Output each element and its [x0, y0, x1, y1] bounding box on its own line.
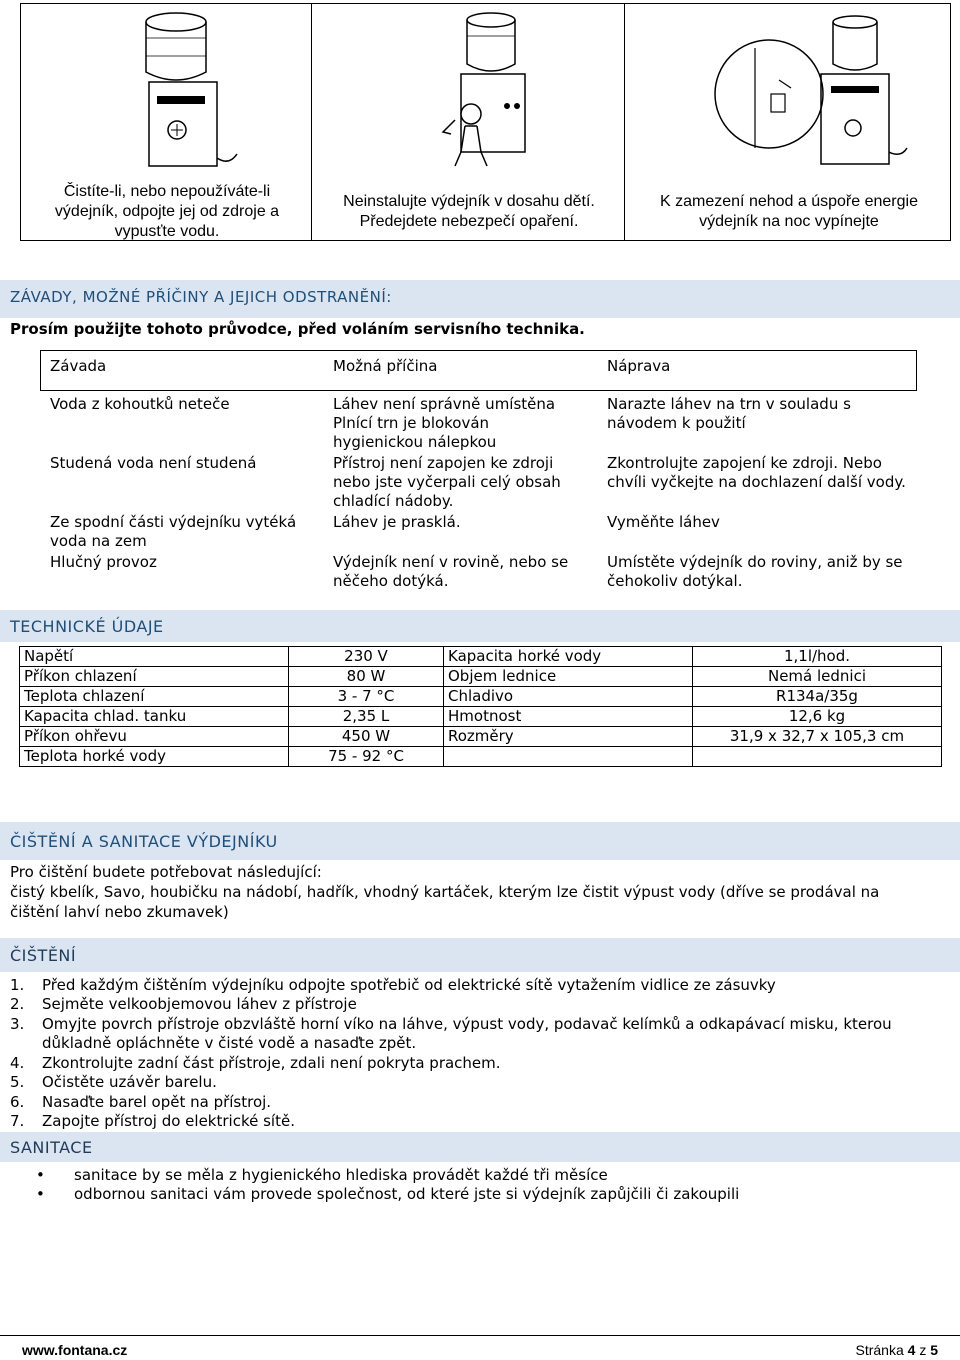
tech-value: 2,35 L [289, 707, 444, 727]
table-row [20, 667, 942, 687]
step-text: Nasaďte barel opět na přístroj. [42, 1093, 272, 1111]
cleaning-sub-bar [0, 938, 960, 972]
faults-header-bar [0, 280, 960, 318]
step-text: Před každým čištěním výdejníku odpojte spotřebič od elektrické sítě vytažením vidlice ze zásuvky [42, 976, 776, 994]
tech-label: Objem lednice [444, 667, 693, 687]
footer-page-total: 5 [930, 1342, 938, 1358]
faults-row-3-cause: Láhev je prasklá. [333, 513, 461, 531]
tech-value: 31,9 x 32,7 x 105,3 cm [693, 727, 942, 747]
faults-row-3-fix: Vyměňte láhev [607, 513, 720, 531]
faults-row-1-fault: Voda z kohoutků neteče [50, 395, 230, 413]
cleaning-sub-title: ČIŠTĚNÍ [10, 946, 77, 965]
step-num: 5. [10, 1073, 25, 1091]
caption-children: Neinstalujte výdejník v dosahu dětí. Předejdete nebezpečí opaření. [343, 193, 595, 230]
tech-header-bar [0, 610, 960, 642]
step-num: 3. [10, 1015, 25, 1033]
tech-label: Chladivo [444, 687, 693, 707]
tech-label: Hmotnost [444, 707, 693, 727]
step-num: 2. [10, 995, 25, 1013]
table-row [20, 687, 942, 707]
sanitation-title: SANITACE [10, 1138, 93, 1157]
sanitation-bullet: sanitace by se měla z hygienického hlediska provádět každé tři měsíce [74, 1166, 608, 1184]
tech-value: 3 - 7 °C [289, 687, 444, 707]
tech-table [19, 646, 942, 767]
faults-title: ZÁVADY, MOŽNÉ PŘÍČINY A JEJICH ODSTRANĚNÍ: [10, 288, 392, 306]
child-near-cooler-illustration [431, 8, 551, 170]
footer-page-current: 4 [907, 1342, 916, 1358]
step-num: 7. [10, 1112, 25, 1130]
faults-subtitle: Prosím použijte tohoto průvodce, před voláním servisního technika. [10, 320, 585, 338]
tech-label [444, 747, 693, 767]
tech-label: Kapacita horké vody [444, 647, 693, 667]
bullet-icon: • [36, 1185, 45, 1203]
step-text: Zapojte přístroj do elektrické sítě. [42, 1112, 295, 1130]
cleaning-title: ČIŠTĚNÍ A SANITACE VÝDEJNÍKU [10, 832, 278, 851]
sanitation-bullet: odbornou sanitaci vám provede společnost, od které jste si výdejník zapůjčili či zakoupili [74, 1185, 740, 1203]
footer-of-word: z [919, 1342, 927, 1358]
tech-label: Teplota horké vody [20, 747, 289, 767]
cleaning-needs-line-2: čištění lahví nebo zkumavek) [10, 903, 229, 921]
faults-table-header [40, 350, 917, 391]
faults-header-fault: Závada [50, 357, 107, 375]
tech-value: R134a/35g [693, 687, 942, 707]
footer-divider [0, 1335, 960, 1336]
tech-label: Příkon ohřevu [20, 727, 289, 747]
tech-value: 12,6 kg [693, 707, 942, 727]
power-off-illustration [709, 8, 909, 174]
illustration-grid [20, 3, 951, 241]
tech-label: Napětí [20, 647, 289, 667]
tech-value: 1,1l/hod. [693, 647, 942, 667]
table-row [20, 647, 942, 667]
bullet-icon: • [36, 1166, 45, 1184]
step-num: 4. [10, 1054, 25, 1072]
footer-url[interactable]: www.fontana.cz [22, 1342, 128, 1358]
footer-page-word: Stránka [855, 1342, 904, 1358]
tech-label: Teplota chlazení [20, 687, 289, 707]
faults-row-4-fault: Hlučný provoz [50, 553, 157, 571]
faults-row-4-cause: Výdejník není v rovině, nebo se něčeho dotýká. [333, 553, 569, 590]
caption-power-off: K zamezení nehod a úspoře energie výdejník na noc vypínejte [660, 193, 918, 230]
step-text: Sejměte velkoobjemovou láhev z přístroje [42, 995, 357, 1013]
faults-row-1-cause: Láhev není správně umístěna Plnící trn je blokován hygienickou nálepkou [333, 395, 556, 451]
step-num: 1. [10, 976, 25, 994]
faults-row-2-cause: Přístroj není zapojen ke zdroji nebo jste vyčerpali celý obsah chladící nádoby. [333, 454, 561, 510]
tech-value: 75 - 92 °C [289, 747, 444, 767]
tech-value: 450 W [289, 727, 444, 747]
step-text: Omyjte povrch přístroje obzvláště horní víko na láhve, výpust vody, podavač kelímků a odkapávací misku, kterou [42, 1015, 892, 1033]
cleaning-intro: Pro čištění budete potřebovat následující: [10, 863, 322, 881]
faults-row-4-fix: Umístěte výdejník do roviny, aniž by se čehokoliv dotýkal. [607, 553, 903, 590]
step-text: Očistěte uzávěr barelu. [42, 1073, 217, 1091]
tech-value [693, 747, 942, 767]
faults-header-cause: Možná příčina [333, 357, 438, 375]
faults-row-2-fault: Studená voda není studená [50, 454, 257, 472]
step-num: 6. [10, 1093, 25, 1111]
tech-title: TECHNICKÉ ÚDAJE [10, 617, 164, 636]
sanitation-sub-bar [0, 1132, 960, 1162]
faults-row-1-fix: Narazte láhev na trn v souladu s návodem k použití [607, 395, 851, 432]
water-cooler-unplug-illustration [131, 8, 241, 170]
table-row [20, 747, 942, 767]
faults-header-fix: Náprava [607, 357, 671, 375]
table-row [20, 727, 942, 747]
footer-page-number [855, 1342, 938, 1358]
table-row [20, 707, 942, 727]
tech-label: Kapacita chlad. tanku [20, 707, 289, 727]
tech-label: Příkon chlazení [20, 667, 289, 687]
cleaning-header-bar [0, 822, 960, 860]
tech-value: 80 W [289, 667, 444, 687]
faults-row-3-fault: Ze spodní části výdejníku vytéká voda na zem [50, 513, 297, 550]
caption-unplug: Čistíte-li, nebo nepoužíváte-li výdejník, odpojte jej od zdroje a vypusťte vodu. [54, 183, 280, 240]
tech-value: 230 V [289, 647, 444, 667]
step-text: Zkontrolujte zadní část přístroje, zdali není pokryta prachem. [42, 1054, 501, 1072]
cleaning-needs-line-1: čistý kbelík, Savo, houbičku na nádobí, hadřík, vhodný kartáček, kterým lze čistit výpust vody (dříve se prodával na [10, 883, 880, 901]
faults-row-2-fix: Zkontrolujte zapojení ke zdroji. Nebo chvíli vyčkejte na dochlazení další vody. [607, 454, 906, 491]
step-text: důkladně opláchněte v čisté vodě a nasaďte zpět. [42, 1034, 417, 1052]
tech-label: Rozměry [444, 727, 693, 747]
tech-value: Nemá lednici [693, 667, 942, 687]
